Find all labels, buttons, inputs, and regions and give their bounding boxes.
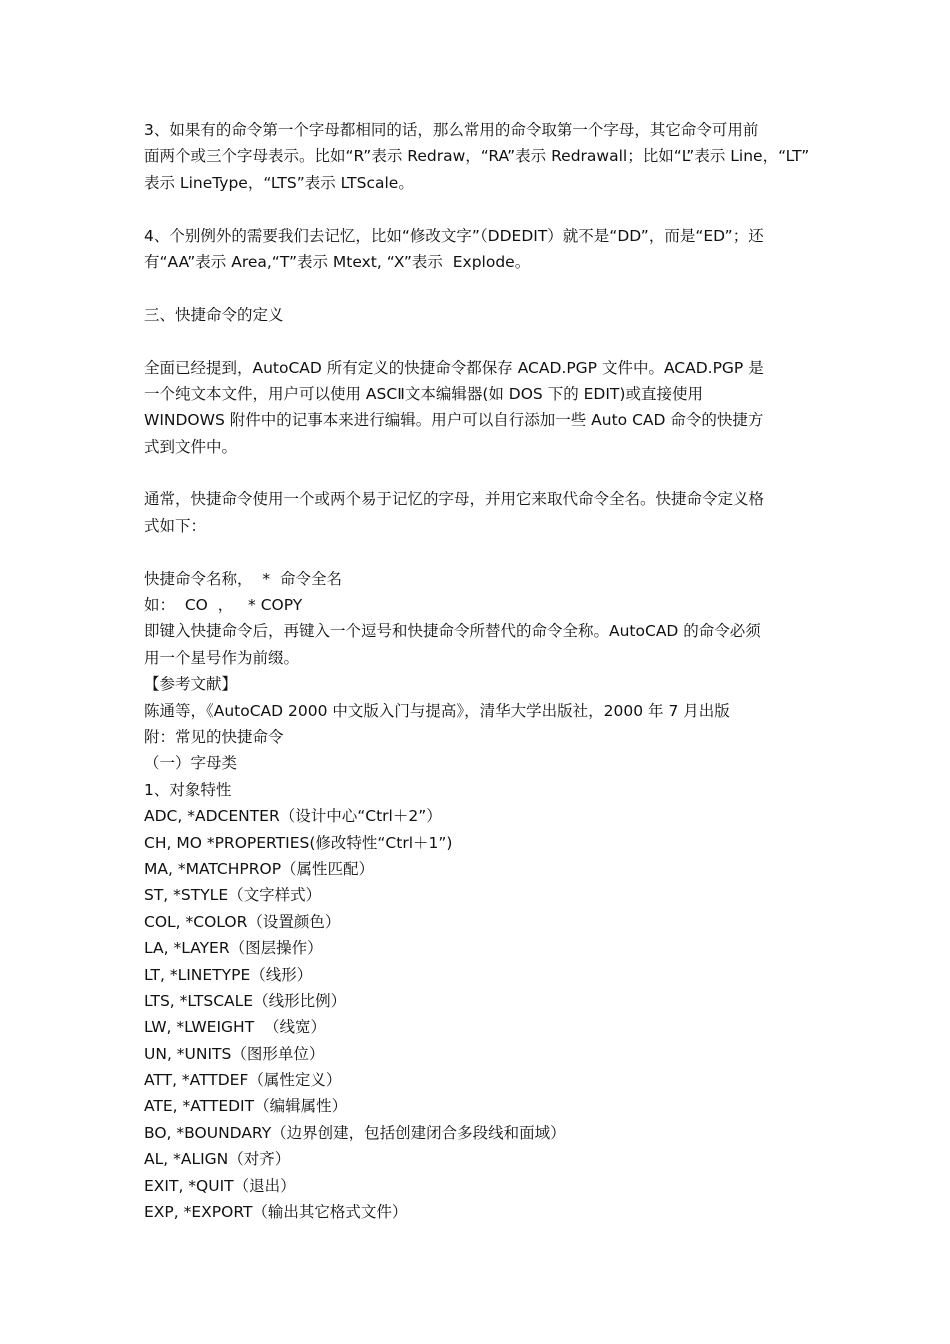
shortcut-entry: LW, *LWEIGHT （线宽） xyxy=(144,1018,327,1037)
paragraph-block-5 xyxy=(144,486,810,539)
text-line: 如： CO ， * COPY xyxy=(144,596,303,615)
paragraph-gap xyxy=(144,275,810,301)
section-heading-block xyxy=(144,302,810,328)
text-line: 全面已经提到，AutoCAD 所有定义的快捷命令都保存 ACAD.PGP 文件中。ACAD.PGP 是 xyxy=(144,358,764,377)
shortcut-entry: UN, *UNITS（图形单位） xyxy=(144,1044,325,1063)
text-line: 4、个别例外的需要我们去记忆，比如“修改文字”（DDEDIT）就不是“DD”，而是“ED”；还 xyxy=(144,226,764,245)
shortcut-entry: BO, *BOUNDARY（边界创建，包括创建闭合多段线和面域） xyxy=(144,1123,566,1142)
shortcut-list-block xyxy=(144,566,810,1226)
paragraph-gap xyxy=(144,539,810,565)
shortcut-entry: COL, *COLOR（设置颜色） xyxy=(144,912,341,931)
text-line: 式如下： xyxy=(144,516,207,535)
shortcut-entry: EXIT, *QUIT（退出） xyxy=(144,1176,296,1195)
text-line: 有“AA”表示 Area,“T”表示 Mtext, “X”表示 Explode。 xyxy=(144,252,531,271)
text-line: 3、如果有的命令第一个字母都相同的话，那么常用的命令取第一个字母，其它命令可用前 xyxy=(144,121,759,139)
appendix-heading: 附：常见的快捷命令 xyxy=(144,727,284,746)
shortcut-entry: ST, *STYLE（文字样式） xyxy=(144,886,322,905)
text-line: 快捷命令名称， * 命令全名 xyxy=(144,569,342,588)
paragraph-gap xyxy=(144,460,810,486)
text-line: 通常，快捷命令使用一个或两个易于记忆的字母，并用它来取代命令全名。快捷命令定义格 xyxy=(144,490,765,509)
text-line: WINDOWS 附件中的记事本来进行编辑。用户可以自行添加一些 Auto CAD 命令的快捷方 xyxy=(144,411,764,430)
text-line: 面两个或三个字母表示。比如“R”表示 Redraw，“RA”表示 Redrawall；比如“L”表示 Line，“LT” xyxy=(144,147,810,166)
reference-entry: 陈通等，《AutoCAD 2000 中文版入门与提高》，清华大学出版社，2000 年 7 月出版 xyxy=(144,701,730,720)
document-page xyxy=(144,117,810,1225)
paragraph-block-2 xyxy=(144,223,810,276)
shortcut-entry: MA, *MATCHPROP（属性匹配） xyxy=(144,859,375,878)
text-line: 一个纯文本文件，用户可以使用 ASCⅡ文本编辑器(如 DOS 下的 EDIT)或直接使用 xyxy=(144,384,703,403)
paragraph-gap xyxy=(144,328,810,354)
paragraph-gap xyxy=(144,196,810,222)
shortcut-entry: ADC, *ADCENTER（设计中心“Ctrl＋2”） xyxy=(144,807,442,826)
shortcut-entry: ATE, *ATTEDIT（编辑属性） xyxy=(144,1097,348,1116)
text-line: 表示 LineType，“LTS”表示 LTScale。 xyxy=(144,173,414,192)
shortcut-entry: LA, *LAYER（图层操作） xyxy=(144,939,323,958)
paragraph-block-4 xyxy=(144,355,810,461)
shortcut-entry: AL, *ALIGN（对齐） xyxy=(144,1150,291,1169)
paragraph-block-1 xyxy=(144,117,810,196)
text-line: 式到文件中。 xyxy=(144,437,238,456)
shortcut-entry: ATT, *ATTDEF（属性定义） xyxy=(144,1071,342,1090)
text-line: 用一个星号作为前缀。 xyxy=(144,648,300,667)
category-heading: 1、对象特性 xyxy=(144,780,232,799)
text-line: 即键入快捷命令后，再键入一个逗号和快捷命令所替代的命令全称。AutoCAD 的命令必须 xyxy=(144,622,761,641)
references-heading: 【参考文献】 xyxy=(144,675,238,694)
shortcut-entry: LT, *LINETYPE（线形） xyxy=(144,965,313,984)
shortcut-entry: CH, MO *PROPERTIES(修改特性“Ctrl＋1”) xyxy=(144,833,453,852)
shortcut-entry: LTS, *LTSCALE（线形比例） xyxy=(144,991,347,1010)
section-heading: 三、快捷命令的定义 xyxy=(144,305,284,324)
shortcut-entry: EXP, *EXPORT（输出其它格式文件） xyxy=(144,1203,408,1222)
subsection-heading: （一）字母类 xyxy=(144,754,238,773)
